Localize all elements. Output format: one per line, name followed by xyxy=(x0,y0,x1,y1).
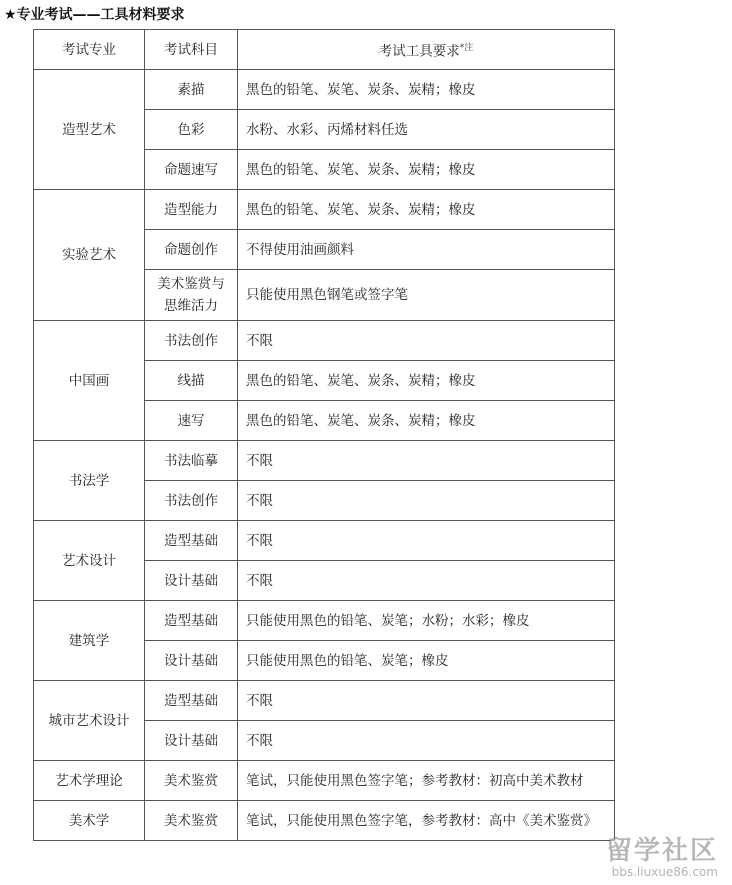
header-tools xyxy=(238,30,615,70)
header-subject: 考试科目 xyxy=(145,30,238,70)
tools-cell: 不得使用油画颜料 xyxy=(238,230,615,270)
table-header-row xyxy=(34,30,615,70)
subject-cell: 线描 xyxy=(145,361,238,401)
subject-cell: 素描 xyxy=(145,70,238,110)
header-tools-note: *注 xyxy=(459,42,474,53)
tools-cell: 黑色的铅笔、炭笔、炭条、炭精；橡皮 xyxy=(238,150,615,190)
tools-cell: 黑色的铅笔、炭笔、炭条、炭精；橡皮 xyxy=(238,401,615,441)
tools-cell: 不限 xyxy=(238,521,615,561)
tools-cell: 只能使用黑色的铅笔、炭笔；橡皮 xyxy=(238,641,615,681)
header-major: 考试专业 xyxy=(34,30,145,70)
subject-cell: 书法创作 xyxy=(145,481,238,521)
subject-cell: 美术鉴赏 xyxy=(145,801,238,841)
major-cell: 实验艺术 xyxy=(34,190,145,321)
table-body xyxy=(34,70,615,841)
watermark-url: bbs.liuxue86.com xyxy=(611,865,718,879)
table-row xyxy=(34,681,615,721)
table-row xyxy=(34,761,615,801)
subject-cell: 美术鉴赏 xyxy=(145,761,238,801)
tools-cell: 笔试，只能使用黑色签字笔，参考教材：高中《美术鉴赏》 xyxy=(238,801,615,841)
subject-cell: 速写 xyxy=(145,401,238,441)
table-row xyxy=(34,441,615,481)
major-cell: 造型艺术 xyxy=(34,70,145,190)
major-cell: 建筑学 xyxy=(34,601,145,681)
tools-cell: 黑色的铅笔、炭笔、炭条、炭精；橡皮 xyxy=(238,70,615,110)
subject-cell: 造型基础 xyxy=(145,681,238,721)
table-row xyxy=(34,321,615,361)
subject-cell: 书法临摹 xyxy=(145,441,238,481)
major-cell: 美术学 xyxy=(34,801,145,841)
table-row xyxy=(34,601,615,641)
major-cell: 艺术学理论 xyxy=(34,761,145,801)
watermark xyxy=(606,837,718,879)
major-cell: 城市艺术设计 xyxy=(34,681,145,761)
table-row xyxy=(34,190,615,230)
major-cell: 艺术设计 xyxy=(34,521,145,601)
header-tools-label: 考试工具要求 xyxy=(378,43,460,60)
subject-cell: 设计基础 xyxy=(145,561,238,601)
table-row xyxy=(34,801,615,841)
tools-cell: 不限 xyxy=(238,321,615,361)
major-cell: 书法学 xyxy=(34,441,145,521)
tools-cell: 笔试，只能使用黑色签字笔；参考教材：初高中美术教材 xyxy=(238,761,615,801)
subject-cell: 命题速写 xyxy=(145,150,238,190)
tools-cell: 不限 xyxy=(238,721,615,761)
subject-cell: 设计基础 xyxy=(145,721,238,761)
tools-cell: 水粉、水彩、丙烯材料任选 xyxy=(238,110,615,150)
table-row xyxy=(34,521,615,561)
subject-cell: 命题创作 xyxy=(145,230,238,270)
watermark-logo: 留学社区 xyxy=(605,836,718,866)
subject-cell: 造型基础 xyxy=(145,601,238,641)
subject-cell: 色彩 xyxy=(145,110,238,150)
page-title: ★专业考试——工具材料要求 xyxy=(4,7,185,23)
tools-cell: 只能使用黑色钢笔或签字笔 xyxy=(238,270,615,321)
subject-cell: 造型能力 xyxy=(145,190,238,230)
subject-cell: 造型基础 xyxy=(145,521,238,561)
tools-cell: 黑色的铅笔、炭笔、炭条、炭精；橡皮 xyxy=(238,361,615,401)
major-cell: 中国画 xyxy=(34,321,145,441)
subject-cell: 书法创作 xyxy=(145,321,238,361)
tools-cell: 只能使用黑色的铅笔、炭笔；水粉；水彩；橡皮 xyxy=(238,601,615,641)
tools-cell: 不限 xyxy=(238,681,615,721)
table-row xyxy=(34,70,615,110)
tools-cell: 不限 xyxy=(238,561,615,601)
tools-cell: 不限 xyxy=(238,481,615,521)
subject-cell: 设计基础 xyxy=(145,641,238,681)
subject-cell: 美术鉴赏与思维活力 xyxy=(145,270,238,321)
tools-cell: 黑色的铅笔、炭笔、炭条、炭精；橡皮 xyxy=(238,190,615,230)
requirements-table xyxy=(33,29,615,841)
tools-cell: 不限 xyxy=(238,441,615,481)
